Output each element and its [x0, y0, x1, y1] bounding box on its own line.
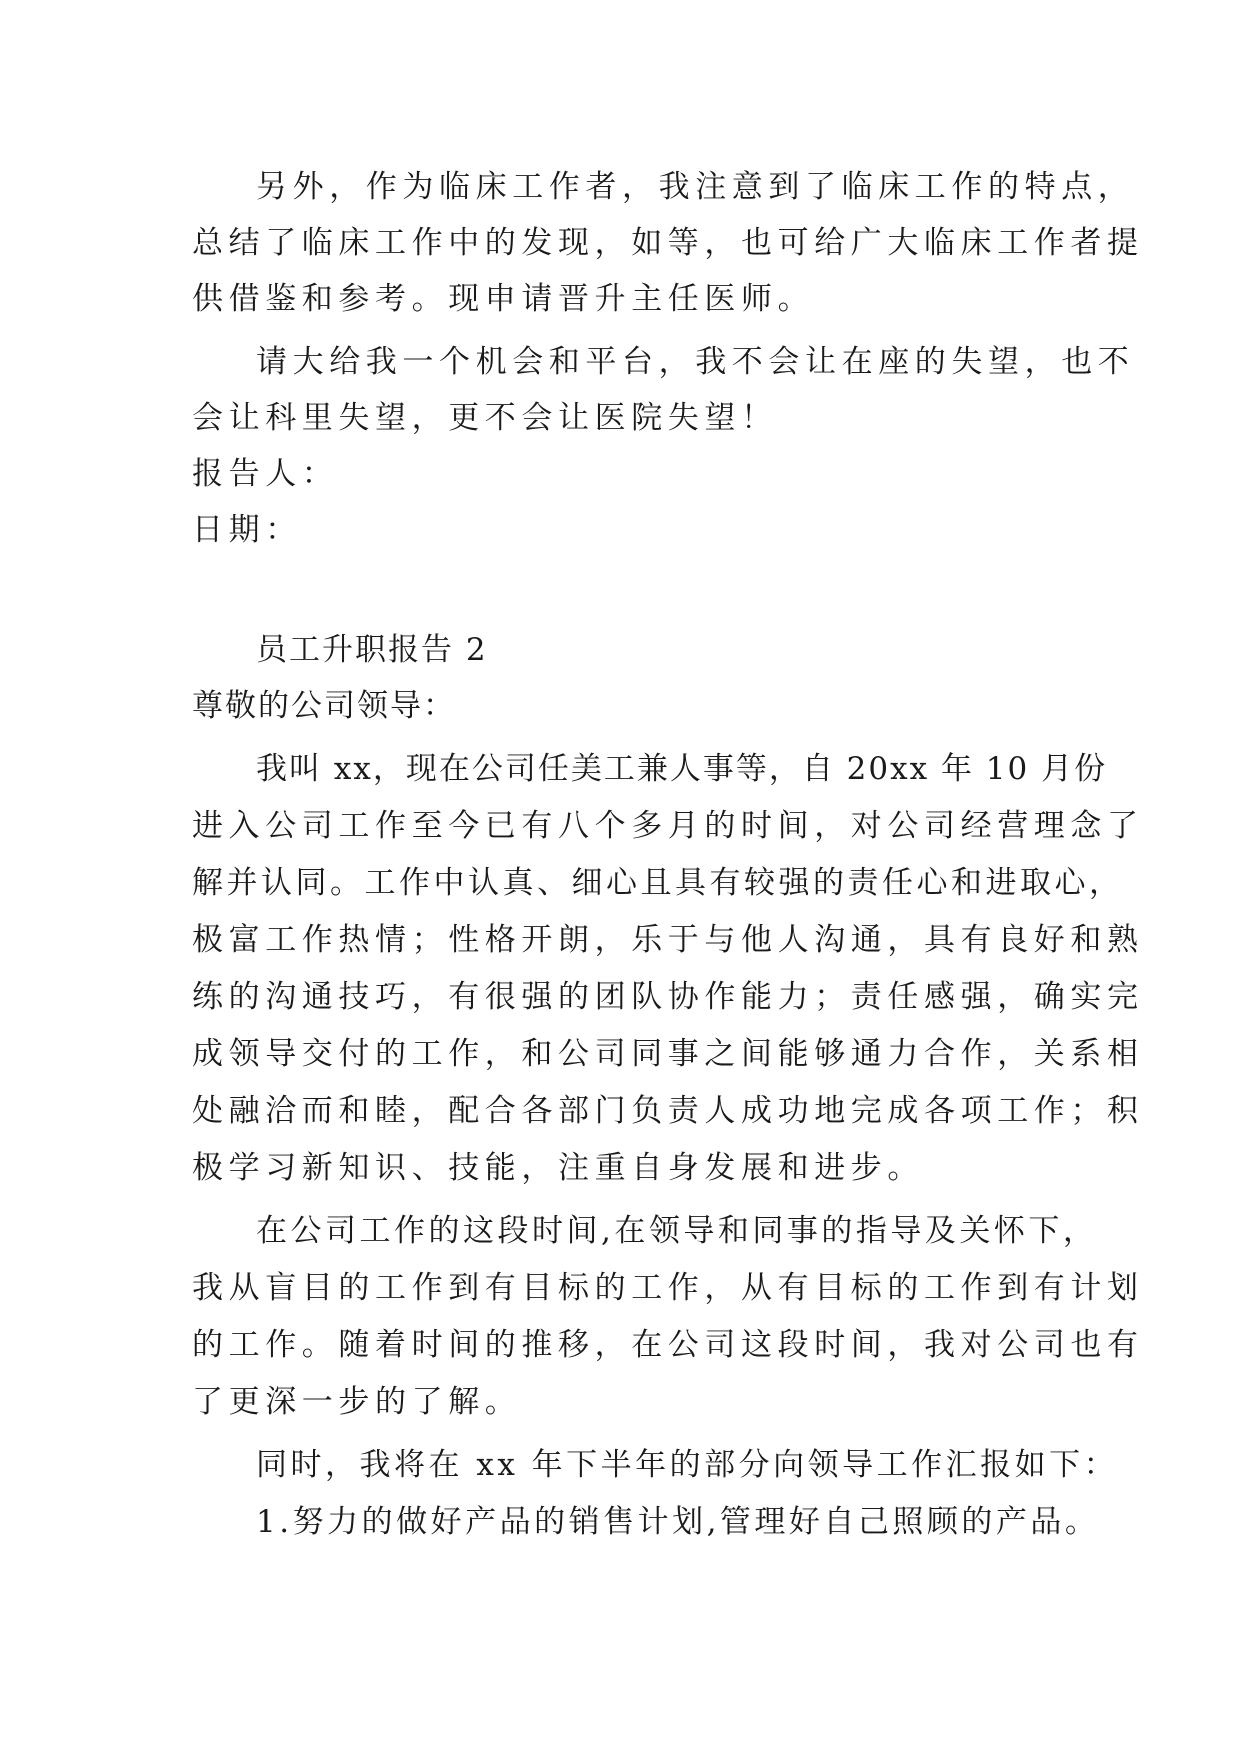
paragraph-line: 成领导交付的工作，和公司同事之间能够通力合作，关系相 — [192, 1036, 1144, 1072]
paragraph-line: 总结了临床工作中的发现，如等，也可给广大临床工作者提 — [192, 225, 1144, 261]
paragraph-line: 同时，我将在 xx 年下半年的部分向领导工作汇报如下： — [256, 1447, 1119, 1483]
date-label: 日期： — [192, 512, 302, 548]
paragraph-line: 练的沟通技巧，有很强的团队协作能力；责任感强，确实完 — [192, 979, 1144, 1015]
paragraph-line: 极学习新知识、技能，注重自身发展和进步。 — [192, 1150, 924, 1186]
paragraph-line: 我从盲目的工作到有目标的工作，从有目标的工作到有计划 — [192, 1270, 1144, 1306]
reporter-label: 报告人： — [192, 456, 339, 492]
paragraph-line: 极富工作热情；性格开朗，乐于与他人沟通，具有良好和熟 — [192, 922, 1144, 958]
paragraph-line: 的工作。随着时间的推移，在公司这段时间，我对公司也有 — [192, 1327, 1144, 1363]
paragraph-line: 在公司工作的这段时间,在领导和同事的指导及关怀下， — [256, 1213, 1098, 1249]
paragraph-line: 处融洽而和睦，配合各部门负责人成功地完成各项工作；积 — [192, 1093, 1144, 1129]
paragraph-line: 供借鉴和参考。现申请晋升主任医师。 — [192, 281, 815, 317]
paragraph-line: 我叫 xx，现在公司任美工兼人事等，自 20xx 年 10 月份 — [256, 751, 1108, 787]
paragraph-line: 进入公司工作至今已有八个多月的时间，对公司经营理念了 — [192, 808, 1144, 844]
paragraph-line: 了更深一步的了解。 — [192, 1384, 522, 1420]
paragraph-line: 解并认同。工作中认真、细心且具有较强的责任心和进取心， — [192, 865, 1124, 901]
paragraph-line: 请大给我一个机会和平台，我不会让在座的失望，也不 — [256, 344, 1135, 380]
report-title: 员工升职报告 2 — [256, 632, 488, 668]
list-item: 1.努力的做好产品的销售计划,管理好自己照顾的产品。 — [256, 1504, 1100, 1540]
paragraph-line: 另外，作为临床工作者，我注意到了临床工作的特点， — [256, 169, 1135, 205]
paragraph-line: 会让科里失望，更不会让医院失望！ — [192, 400, 778, 436]
salutation: 尊敬的公司领导： — [192, 688, 456, 724]
